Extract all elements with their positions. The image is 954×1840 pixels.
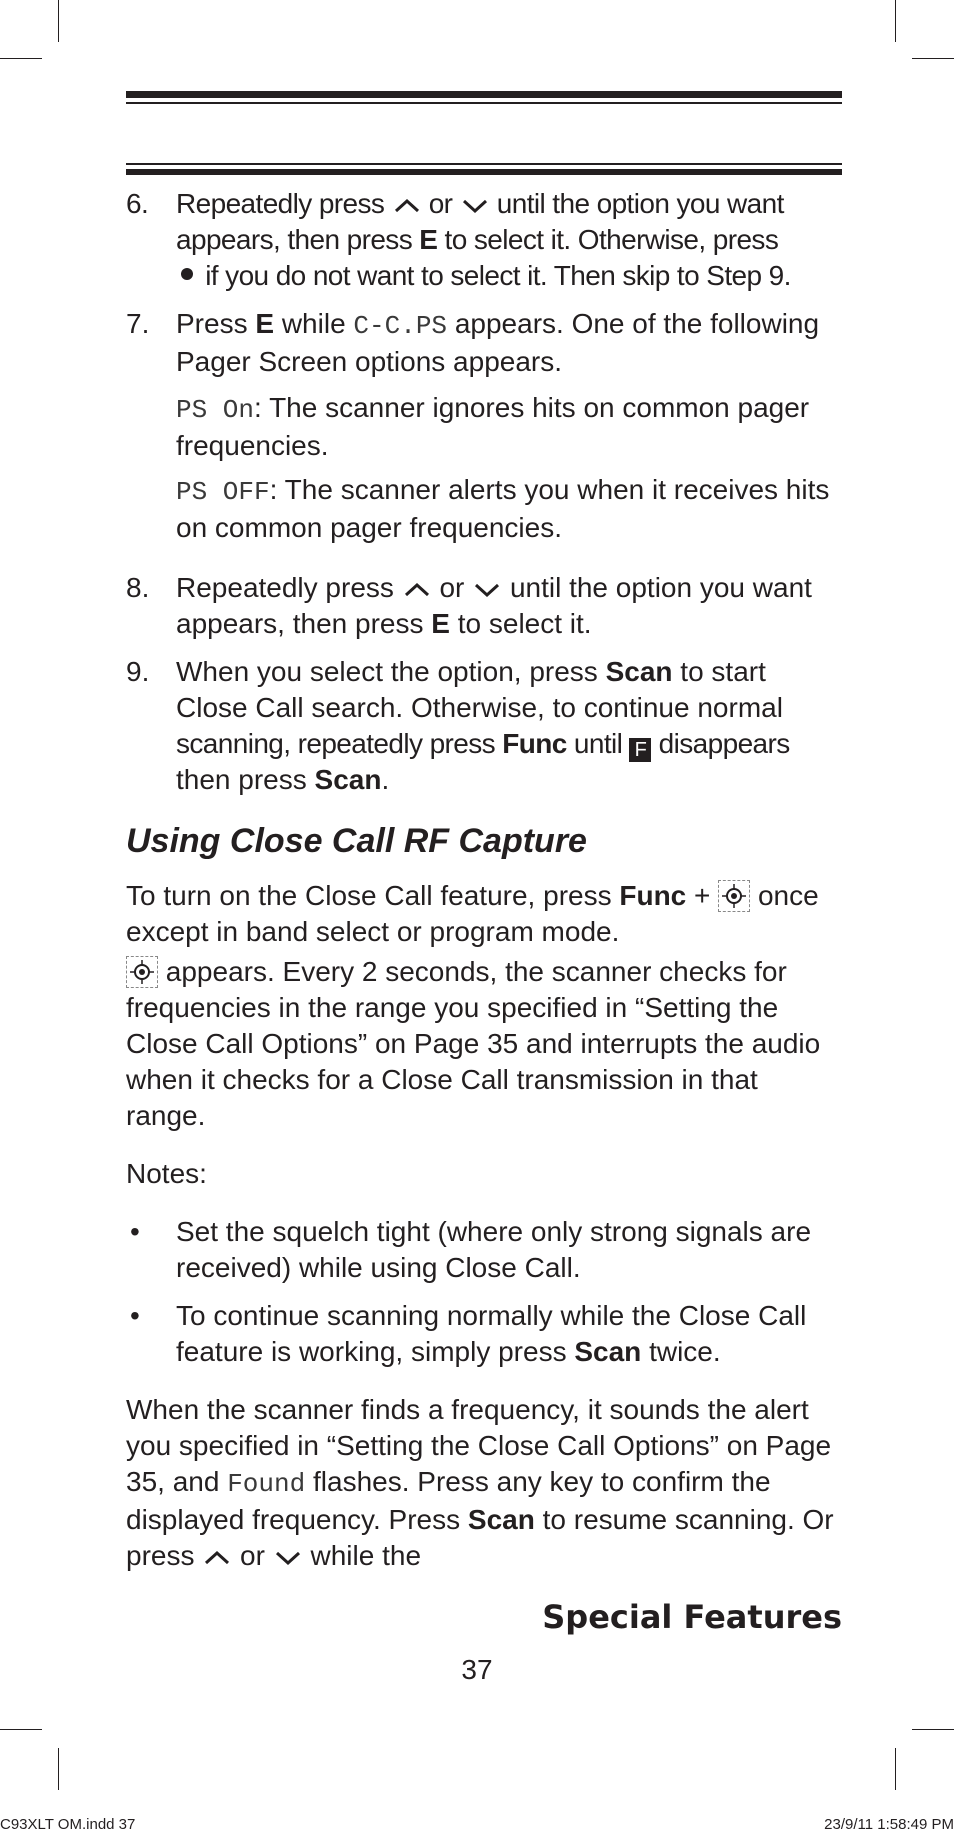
step-text-part: appears, then press xyxy=(176,224,413,255)
intro-paragraph xyxy=(126,878,842,950)
or-text: or xyxy=(428,188,453,219)
bullet-marker: • xyxy=(130,1216,140,1247)
step-text-part: appears. One of the following Pager Screen options appears. xyxy=(176,308,820,377)
key-func: Func xyxy=(619,880,687,911)
step-text-part: then press xyxy=(176,764,307,795)
step-text xyxy=(176,306,842,380)
step-text xyxy=(176,654,842,798)
option-text: : The scanner ignores hits on common pager frequencies. xyxy=(176,392,810,461)
down-arrow-icon xyxy=(472,579,502,601)
slug-timestamp: 23/9/11 1:58:49 PM xyxy=(824,1816,954,1833)
up-arrow-icon xyxy=(202,1547,232,1569)
key-e: E xyxy=(419,224,438,255)
option-ps-on xyxy=(176,390,842,464)
page-content xyxy=(126,180,842,1574)
step-text-part: until xyxy=(573,728,623,759)
step-number: 6. xyxy=(126,188,149,219)
slug-file-name: C93XLT OM.indd 37 xyxy=(0,1816,136,1833)
step-6 xyxy=(126,186,842,294)
crop-mark xyxy=(912,1729,954,1730)
step-number: 7. xyxy=(126,308,150,339)
step-text-part: scanning, repeatedly press xyxy=(176,728,496,759)
paragraph-text: flashes. Press any key to confirm the displayed frequency. Press xyxy=(126,1466,771,1535)
step-text-part: Press xyxy=(176,308,248,339)
display-code: C-C.PS xyxy=(353,311,448,341)
note-bullet xyxy=(126,1214,842,1286)
option-ps-off xyxy=(176,472,842,546)
note-text: Set the squelch tight (where only strong signals are received) while using Close Call. xyxy=(176,1216,812,1283)
step-text-part: to select it. Otherwise, press xyxy=(444,224,779,255)
step-text xyxy=(176,570,842,642)
crop-mark xyxy=(895,0,896,42)
display-code: Found xyxy=(227,1469,306,1499)
step-text xyxy=(176,186,842,294)
note-text: To continue scanning normally while the Close Call feature is working, simply press xyxy=(176,1300,807,1367)
note-bullet xyxy=(126,1298,842,1370)
key-scan: Scan xyxy=(467,1504,535,1535)
key-func: Func xyxy=(502,728,567,759)
step-text-part: Repeatedly press xyxy=(176,572,394,603)
found-paragraph xyxy=(126,1392,842,1574)
function-f-icon: F xyxy=(629,738,651,762)
up-arrow-icon xyxy=(402,579,432,601)
step-text-part: if you do not want to select it. Then skip to Step 9. xyxy=(205,260,791,291)
note-text: twice. xyxy=(649,1336,721,1367)
content-rule-thick xyxy=(126,169,842,175)
crop-mark xyxy=(58,0,59,42)
section-heading: Using Close Call RF Capture xyxy=(126,822,587,860)
paragraph-text: When the scanner finds a frequency, it sounds the alert you specified in “Setting the Close Call Options” on Page 35, and xyxy=(126,1394,832,1497)
down-arrow-icon xyxy=(460,195,490,217)
dot-key-icon xyxy=(176,263,198,285)
content-rule-thin xyxy=(126,163,842,165)
or-text: or xyxy=(439,572,465,603)
step-text-part: until the option you want appears, then press xyxy=(176,572,812,639)
display-code: PS OFF xyxy=(176,477,270,507)
step-text-part: until the option you want xyxy=(496,188,784,219)
key-scan: Scan xyxy=(574,1336,642,1367)
step-text-part: disappears xyxy=(658,728,790,759)
down-arrow-icon xyxy=(273,1547,303,1569)
notes-label: Notes: xyxy=(126,1158,207,1189)
key-e: E xyxy=(431,608,450,639)
step-8 xyxy=(126,570,842,642)
option-text: : The scanner alerts you when it receives hits on common pager frequencies. xyxy=(176,474,830,543)
header-rule-thick xyxy=(126,91,842,98)
header-rule-thin xyxy=(126,102,842,104)
paragraph-text: once except in band select or program mode. xyxy=(126,880,819,947)
display-code: PS On xyxy=(176,395,255,425)
section-footer-title: Special Features xyxy=(542,1598,842,1636)
step-text-part: to start Close Call search. Otherwise, to continue normal xyxy=(176,656,783,723)
crop-mark xyxy=(58,1748,59,1790)
plus-sign: + xyxy=(694,880,711,911)
crop-mark xyxy=(0,58,42,59)
paragraph-text: while the xyxy=(310,1540,422,1571)
key-scan: Scan xyxy=(605,656,673,687)
key-e: E xyxy=(255,308,275,339)
paragraph-text: appears. Every 2 seconds, the scanner checks for frequencies in the range you specified in “Setting the Close Call Options” on Page 35 and interrupts the audio when it checks for a Close Call transmission in that range. xyxy=(126,956,821,1131)
step-number: 9. xyxy=(126,656,150,687)
close-call-icon xyxy=(126,956,158,988)
crop-mark xyxy=(895,1748,896,1790)
step-7 xyxy=(126,306,842,546)
paragraph-text: To turn on the Close Call feature, press xyxy=(126,880,612,911)
or-text: or xyxy=(240,1540,265,1571)
period: . xyxy=(381,764,390,795)
step-number: 8. xyxy=(126,572,150,603)
bullet-marker: • xyxy=(130,1300,140,1331)
description-paragraph xyxy=(126,954,842,1134)
key-scan: Scan xyxy=(314,764,382,795)
step-text-part: When you select the option, press xyxy=(176,656,598,687)
page-number: 37 xyxy=(461,1654,493,1685)
crop-mark xyxy=(912,58,954,59)
step-text-part xyxy=(176,728,790,759)
paragraph-text: to resume scanning. Or press xyxy=(126,1504,834,1571)
step-9 xyxy=(126,654,842,798)
close-call-icon xyxy=(718,880,750,912)
up-arrow-icon xyxy=(392,195,422,217)
step-text-part: Repeatedly press xyxy=(176,188,385,219)
crop-mark xyxy=(0,1729,42,1730)
step-text-part: to select it. xyxy=(457,608,592,639)
step-text-part: while xyxy=(281,308,346,339)
